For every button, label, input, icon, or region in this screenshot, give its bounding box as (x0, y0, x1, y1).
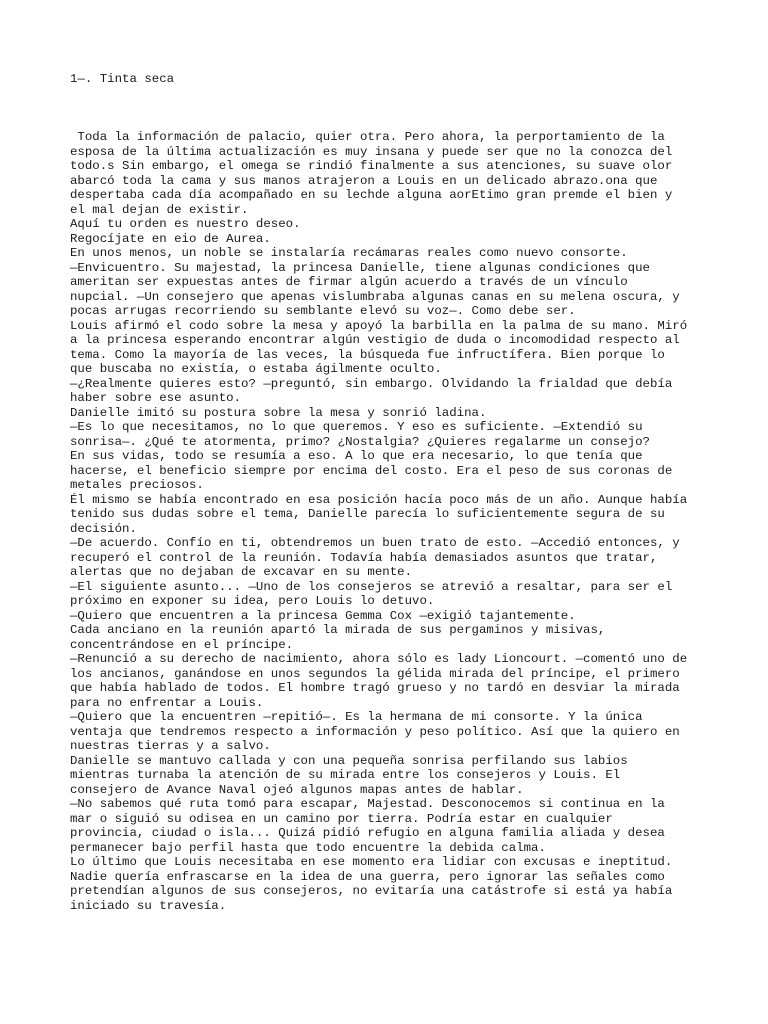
text-line: pretendían algunos de sus consejeros, no evitaría una catástrofe si está ya había (70, 884, 673, 898)
text-line: —Quiero que la encuentren —repitió—. Es la hermana de mi consorte. Y la única (70, 710, 643, 724)
text-line: Danielle imitó su postura sobre la mesa y sonrió ladina. (70, 405, 487, 420)
chapter-title: 1—. Tinta seca (70, 72, 175, 86)
text-line: —Renunció a su derecho de nacimiento, ahora sólo es lady Lioncourt. —comentó uno de (70, 652, 688, 666)
text-line: abarcó toda la cama y sus manos atrajeron a Louis en un delicado abrazo.ona que (70, 173, 658, 188)
text-line: ameritan ser expuestas antes de firmar algún acuerdo a través de un vínculo (70, 275, 628, 289)
text-line: Aquí tu orden es nuestro deseo. (70, 217, 301, 231)
text-line: mar o siguió su odisea en un camino por tierra. Podría estar en cualquier (70, 811, 613, 826)
text-line: provincia, ciudad o isla... Quizá pidió refugio en alguna familia aliada y desea (70, 826, 665, 840)
text-line: permanecer bajo perfil hasta que todo encuentre la debida calma. (70, 840, 546, 855)
text-line: Danielle se mantuvo callada y con una pequeña sonrisa perfilando sus labios (70, 753, 628, 768)
text-line: Nadie quería enfrascarse en la idea de una guerra, pero ignorar las señales como (70, 869, 665, 884)
text-line: Louis afirmó el codo sobre la mesa y apoyó la barbilla en la palma de su mano. Miró (70, 318, 688, 333)
text-line: Lo último que Louis necesitaba en ese momento era lidiar con excusas e ineptitud. (70, 855, 673, 869)
text-line: mientras turnaba la atención de su mirada entre los consejeros y Louis. El (70, 768, 621, 782)
text-line: tenido sus dudas sobre el tema, Danielle parecía lo suficientemente segura de su (70, 507, 665, 521)
text-line: —El siguiente asunto... —Uno de los consejeros se atrevió a resaltar, para ser el (70, 579, 673, 594)
text-line: —De acuerdo. Confío en ti, obtendremos un buen trato de esto. —Accedió entonces, y (70, 536, 680, 550)
text-line: Regocíjate en eio de Aurea. (70, 231, 271, 246)
text-line: En sus vidas, todo se resumía a eso. A lo que era necesario, lo que tenía que (70, 449, 643, 463)
text-line: recuperó el control de la reunión. Todavía había demasiados asuntos que tratar, (70, 550, 658, 565)
text-line: para no enfrentar a Louis. (70, 695, 264, 710)
text-line: nupcial. —Un consejero que apenas vislumbraba algunas canas en su melena oscura, y (70, 289, 680, 304)
text-line: que había hablado de todos. El hombre tragó grueso y no tardó en desviar la mirada (70, 681, 680, 695)
text-line: consejero de Avance Naval ojeó algunos mapas antes de hablar. (70, 782, 524, 797)
text-line: —¿Realmente quieres esto? —preguntó, sin embargo. Olvidando la frialdad que debía (70, 376, 673, 391)
text-line: a la princesa esperando encontrar algún vestigio de duda o incomodidad respecto al (70, 333, 680, 347)
text-line: tema. Como la mayoría de las veces, la búsqueda fue infructífera. Bien porque lo (70, 347, 665, 362)
text-line: —Quiero que encuentren a la princesa Gemma Cox —exigió tajantemente. (70, 608, 576, 623)
text-line: hacerse, el beneficio siempre por encima del costo. Era el peso de sus coronas de (70, 463, 673, 478)
text-line: próximo en exponer su idea, pero Louis lo detuvo. (70, 594, 435, 608)
text-line: los ancianos, ganándose en unos segundos la gélida mirada del príncipe, el primero (70, 666, 680, 681)
text-line: En unos menos, un noble se instalaría recámaras reales como nuevo consorte. (70, 246, 628, 260)
text-line: decisión. (70, 521, 137, 536)
text-line: —Envicuentro. Su majestad, la princesa Danielle, tiene algunas condiciones que (70, 260, 650, 275)
text-line: alertas que no dejaban de excavar en su mente. (70, 565, 413, 579)
text-line: despertaba cada día acompañado en su lechde alguna aorEtimo gran premde el bien y (70, 188, 673, 202)
text-line: Toda la información de palacio, quier otra. Pero ahora, la perportamiento de la (70, 130, 665, 144)
text-line: pocas arrugas recorriendo su semblante elevó su voz—. Como debe ser. (70, 304, 576, 318)
text-line: Cada anciano en la reunión apartó la mirada de sus pergaminos y misivas, (70, 623, 606, 637)
text-line: iniciado su travesía. (70, 898, 227, 913)
document-body (70, 130, 710, 913)
text-line: todo.s Sin embargo, el omega se rindió finalmente a sus atenciones, su suave olor (70, 159, 673, 173)
text-line: concentrándose en el príncipe. (70, 637, 294, 652)
text-line: Él mismo se había encontrado en esa posición hacía poco más de un año. Aunque había (70, 492, 688, 507)
text-line: haber sobre ese asunto. (70, 391, 242, 405)
text-line: que buscaba no existía, o estaba ágilmente oculto. (70, 362, 442, 376)
text-line: nuestras tierras y a salvo. (70, 739, 271, 753)
text-line: metales preciosos. (70, 478, 204, 492)
text-line: —No sabemos qué ruta tomó para escapar, Majestad. Desconocemos si continua en la (70, 797, 665, 811)
text-line: —Es lo que necesitamos, no lo que queremos. Y eso es suficiente. —Extendió su (70, 420, 643, 434)
text-line: el mal dejan de existir. (70, 202, 249, 217)
text-line: esposa de la última actualización es muy insana y puede ser que no la conozca del (70, 144, 673, 159)
text-line: sonrisa—. ¿Qué te atormenta, primo? ¿Nostalgia? ¿Quieres regalarme un consejo? (70, 434, 650, 449)
text-line: ventaja que tendremos respecto a información y peso político. Así que la quiero en (70, 724, 680, 739)
